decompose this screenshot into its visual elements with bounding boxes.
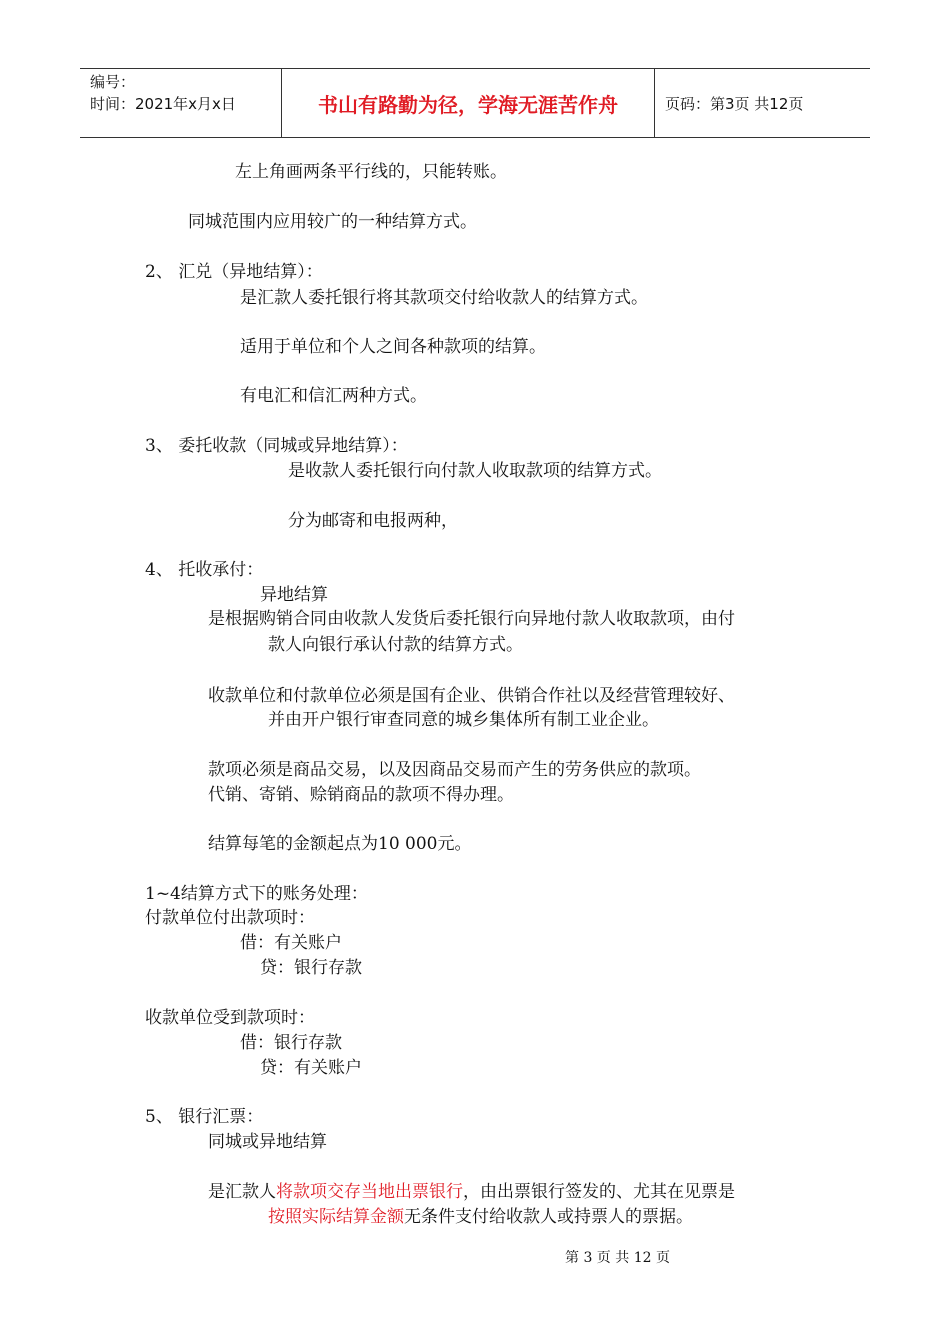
section-heading: 5、 银行汇票：: [145, 1107, 264, 1127]
journal-entry: 贷：有关账户: [260, 1058, 362, 1078]
header-divider: [654, 69, 655, 137]
body-line: 是收款人委托银行向付款人收取款项的结算方式。: [288, 461, 662, 481]
header-meta: [90, 71, 236, 115]
page-footer: 第 3 页 共 12 页: [565, 1250, 670, 1266]
body-line: 是汇款人委托银行将其款项交付给收款人的结算方式。: [240, 288, 648, 308]
body-line: 并由开户银行审查同意的城乡集体所有制工业企业。: [268, 710, 659, 730]
section-heading: 2、 汇兑（异地结算）：: [145, 262, 323, 282]
body-line: 是根据购销合同由收款人发货后委托银行向异地付款人收取款项，由付: [208, 609, 735, 629]
body-line: 款人向银行承认付款的结算方式。: [268, 635, 523, 655]
draft-text: ，由出票银行签发的、尤其在见票是: [463, 1182, 735, 1202]
header-page-info: 页码：第3页 共12页: [665, 94, 804, 113]
journal-entry: 贷：银行存款: [260, 958, 362, 978]
body-line: 有电汇和信汇两种方式。: [240, 386, 427, 406]
body-line: 异地结算: [260, 585, 328, 605]
document-number: 编号：: [90, 73, 136, 91]
body-line: 适用于单位和个人之间各种款项的结算。: [240, 337, 546, 357]
body-line: 左上角画两条平行线的，只能转账。: [235, 162, 507, 182]
body-line: 付款单位付出款项时：: [145, 908, 315, 928]
body-line: 同城或异地结算: [208, 1132, 327, 1152]
body-line: 收款单位受到款项时：: [145, 1008, 315, 1028]
highlighted-phrase: 将款项交存当地出票银行: [276, 1182, 463, 1202]
draft-definition-line: [268, 1205, 693, 1229]
body-line: 结算每笔的金额起点为10 000元。: [208, 834, 472, 854]
body-line: 分为邮寄和电报两种，: [288, 511, 458, 531]
document-time: 时间：2021年x月x日: [90, 95, 236, 113]
header-motto: 书山有路勤为径，学海无涯苦作舟: [318, 92, 618, 117]
body-line: 同城范围内应用较广的一种结算方式。: [188, 212, 477, 232]
body-line: 代销、寄销、赊销商品的款项不得办理。: [208, 785, 514, 805]
draft-text: 是汇款人: [208, 1182, 276, 1202]
body-line: 1~4结算方式下的账务处理：: [145, 884, 368, 904]
highlighted-phrase: 按照实际结算金额: [268, 1207, 404, 1227]
body-line: 款项必须是商品交易，以及因商品交易而产生的劳务供应的款项。: [208, 760, 701, 780]
page-header: [80, 68, 870, 138]
section-heading: 4、 托收承付：: [145, 560, 264, 580]
draft-definition-line: [208, 1180, 735, 1204]
draft-text: 无条件支付给收款人或持票人的票据。: [404, 1207, 693, 1227]
journal-entry: 借：有关账户: [240, 933, 342, 953]
section-heading: 3、 委托收款（同城或异地结算）：: [145, 436, 408, 456]
journal-entry: 借：银行存款: [240, 1033, 342, 1053]
body-line: 收款单位和付款单位必须是国有企业、供销合作社以及经营管理较好、: [208, 686, 735, 706]
